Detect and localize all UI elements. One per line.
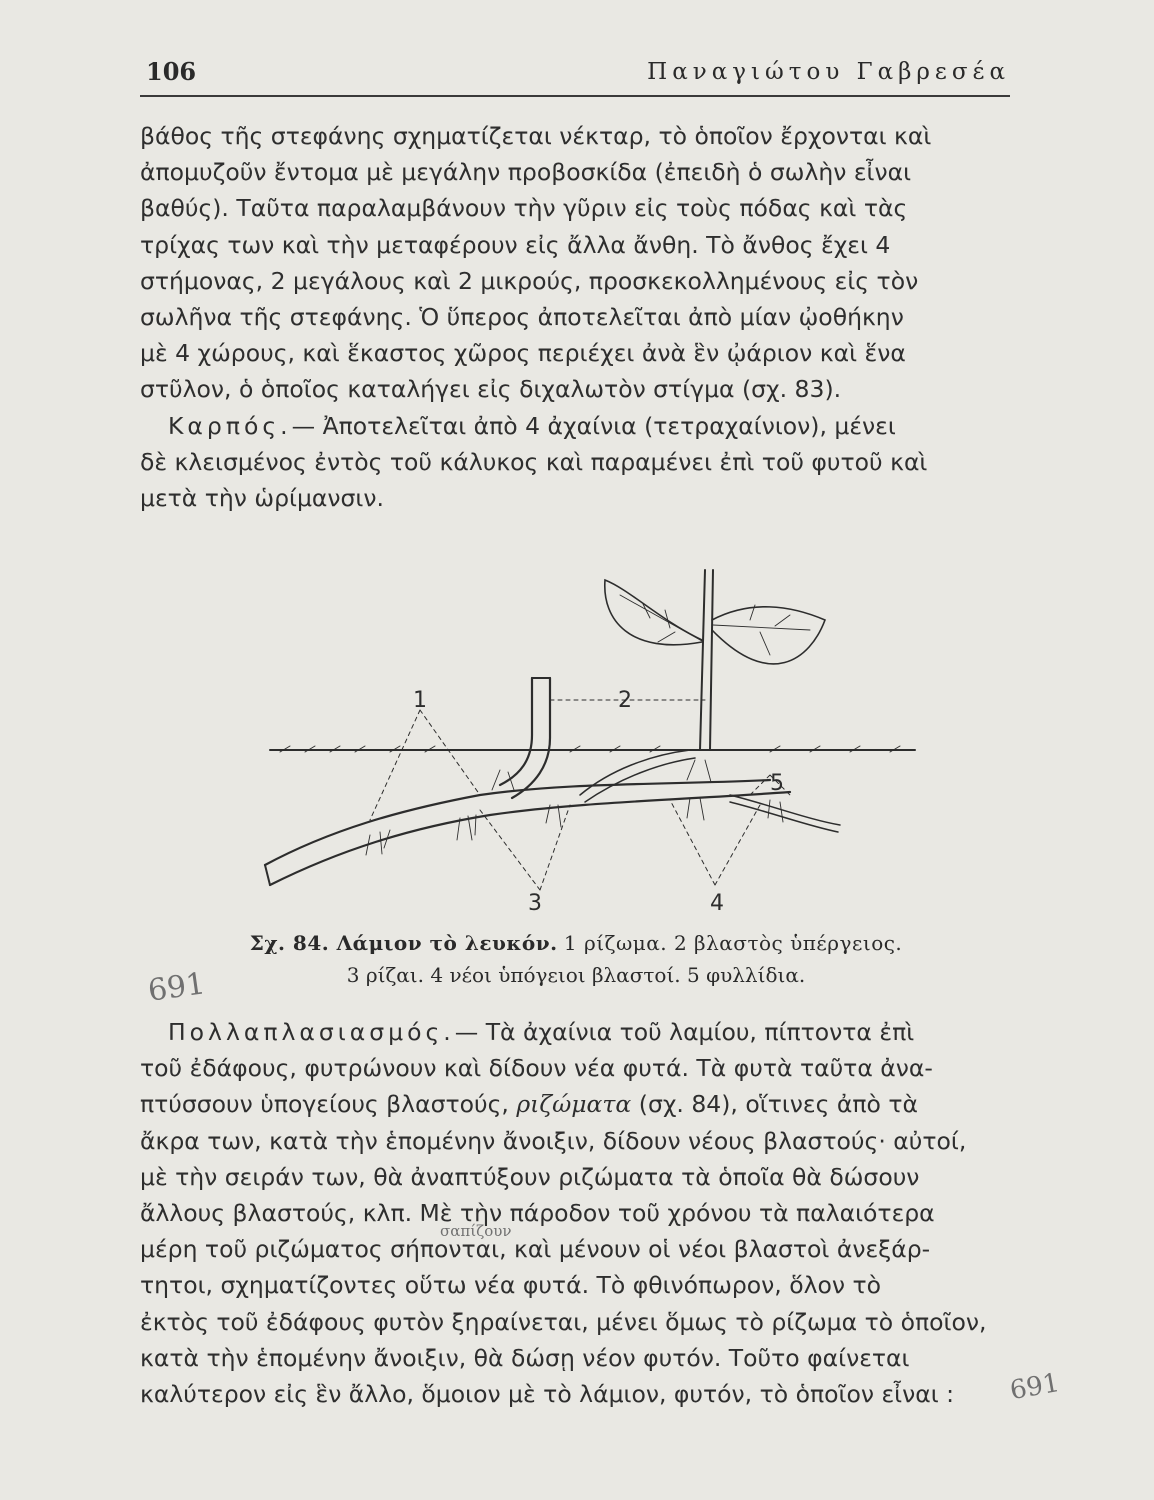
figure-caption bbox=[140, 927, 1012, 991]
leaf-left bbox=[605, 580, 702, 645]
figure-number: Σχ. 84. Λάμιον τὸ λευκόν. bbox=[249, 931, 558, 955]
text-line: μὲ τὴν σειράν των, θὰ ἀναπτύξουν ριζώματα τὰ ὁποῖα θὰ δώσουν bbox=[140, 1162, 920, 1191]
text-span: — Τὰ ἀχαίνια τοῦ λαμίου, πίπτοντα ἐπὶ bbox=[454, 1018, 915, 1046]
figure-label-2: 2 bbox=[618, 688, 632, 713]
text-line: σωλῆνα τῆς στεφάνης. Ὁ ὕπερος ἀποτελεῖται ἀπὸ μίαν ᾠοθήκην bbox=[140, 303, 904, 332]
text-line: στήμονας, 2 μεγάλους καὶ 2 μικρούς, προσκεκολλημένους εἰς τὸν bbox=[140, 266, 919, 295]
paragraph-flower-description bbox=[140, 118, 1012, 408]
paragraph-propagation bbox=[140, 1014, 1012, 1412]
rhizome-branch-up bbox=[580, 750, 695, 802]
figure-label-3: 3 bbox=[528, 891, 542, 916]
text-line: τρίχας των καὶ τὴν μεταφέρουν εἰς ἄλλα ἄνθη. Τὸ ἄνθος ἔχει 4 bbox=[140, 230, 891, 259]
caption-line bbox=[140, 927, 1012, 959]
section-heading-fruit: Καρπός. bbox=[168, 412, 292, 440]
text-line: μὲ 4 χώρους, καὶ ἕκαστος χῶρος περιέχει ἀνὰ ἓν ᾠάριον καὶ ἕνα bbox=[140, 339, 906, 368]
text-line: ἄκρα των, κατὰ τὴν ἑπομένην ἄνοιξιν, δίδουν νέους βλαστούς· αὐτοί, bbox=[140, 1126, 967, 1155]
text-line: μέρη τοῦ ριζώματος σήπονται, καὶ μένουν οἱ νέοι βλαστοὶ ἀνεξάρ- bbox=[140, 1235, 931, 1264]
text-line: τοῦ ἐδάφους, φυτρώνουν καὶ δίδουν νέα φυτά. Τὰ φυτὰ ταῦτα ἀνα- bbox=[140, 1054, 933, 1083]
text-span: (σχ. 84), οἵτινες ἀπὸ τὰ bbox=[638, 1090, 919, 1119]
text-line: καλύτερον εἰς ἓν ἄλλο, ὅμοιον μὲ τὸ λάμιον, φυτόν, τὸ ὁποῖον εἶναι : bbox=[140, 1380, 955, 1409]
figure-lamium-rhizome bbox=[250, 560, 930, 920]
old-shoot bbox=[500, 678, 550, 798]
text-line bbox=[140, 1014, 1012, 1050]
roots bbox=[366, 760, 783, 855]
italic-term: ριζώματα bbox=[516, 1090, 632, 1119]
text-line: κατὰ τὴν ἑπομένην ἄνοιξιν, θὰ δώσῃ νέον φυτόν. Τοῦτο φαίνεται bbox=[140, 1343, 910, 1372]
leaf-right bbox=[712, 607, 825, 664]
figure-label-1: 1 bbox=[413, 688, 427, 713]
running-title: Παναγιώτου Γαβρεσέα bbox=[647, 59, 1010, 85]
plant-illustration bbox=[250, 560, 930, 920]
text-span: πτύσσουν ὑπογείους βλαστούς, bbox=[140, 1090, 509, 1119]
figure-label-5: 5 bbox=[770, 771, 784, 796]
text-line: βαθύς). Ταῦτα παραλαμβάνουν τὴν γῦριν εἰς τοὺς πόδας καὶ τὰς bbox=[140, 194, 908, 223]
text-line: ἀπομυζοῦν ἔντομα μὲ μεγάλην προβοσκίδα (ἐπειδὴ ὁ σωλὴν εἶναι bbox=[140, 158, 912, 187]
margin-note-left: 691 bbox=[145, 966, 208, 1009]
text-line: βάθος τῆς στεφάνης σχηματίζεται νέκταρ, τὸ ὁποῖον ἔρχονται καὶ bbox=[140, 122, 932, 150]
text-span: — Ἀποτελεῖται ἀπὸ 4 ἀχαίνια (τετραχαίνιον), μένει bbox=[291, 412, 896, 440]
text-line bbox=[140, 408, 1012, 444]
text-line bbox=[140, 1086, 1012, 1122]
text-line: ἐκτὸς τοῦ ἐδάφους φυτὸν ξηραίνεται, μένει ὅμως τὸ ρίζωμα τὸ ὁποῖον, bbox=[140, 1307, 987, 1336]
figure-label-4: 4 bbox=[710, 891, 724, 916]
text-line: στῦλον, ὁ ὁποῖος καταλήγει εἰς διχαλωτὸν στίγμα (σχ. 83). bbox=[140, 375, 842, 404]
rhizome-branch-right bbox=[730, 795, 840, 832]
page-header bbox=[140, 55, 1010, 97]
caption-line: 3 ρίζαι. 4 νέοι ὑπόγειοι βλαστοί. 5 φυλλίδια. bbox=[346, 963, 806, 987]
page-number: 106 bbox=[146, 57, 197, 86]
caption-text: 1 ρίζωμα. 2 βλαστὸς ὑπέργειος. bbox=[563, 931, 903, 955]
paragraph-fruit bbox=[140, 408, 1012, 517]
rhizome bbox=[265, 780, 790, 885]
text-line: ἄλλους βλαστούς, κλπ. Μὲ τὴν πάροδον τοῦ χρόνου τὰ παλαιότερα bbox=[140, 1199, 935, 1228]
margin-note-right: 691 bbox=[1007, 1367, 1062, 1407]
aerial-stem bbox=[700, 570, 713, 750]
text-line: δὲ κλεισμένος ἐντὸς τοῦ κάλυκος καὶ παραμένει ἐπὶ τοῦ φυτοῦ καὶ bbox=[140, 448, 928, 477]
text-line: τητοι, σχηματίζοντες οὕτω νέα φυτά. Τὸ φθινόπωρον, ὅλον τὸ bbox=[140, 1271, 882, 1300]
section-heading-propagation: Πολλαπλασιασμός. bbox=[168, 1018, 455, 1046]
text-line: μετὰ τὴν ὡρίμανσιν. bbox=[140, 484, 384, 513]
interlinear-note: σαπίζουν bbox=[440, 1222, 512, 1240]
